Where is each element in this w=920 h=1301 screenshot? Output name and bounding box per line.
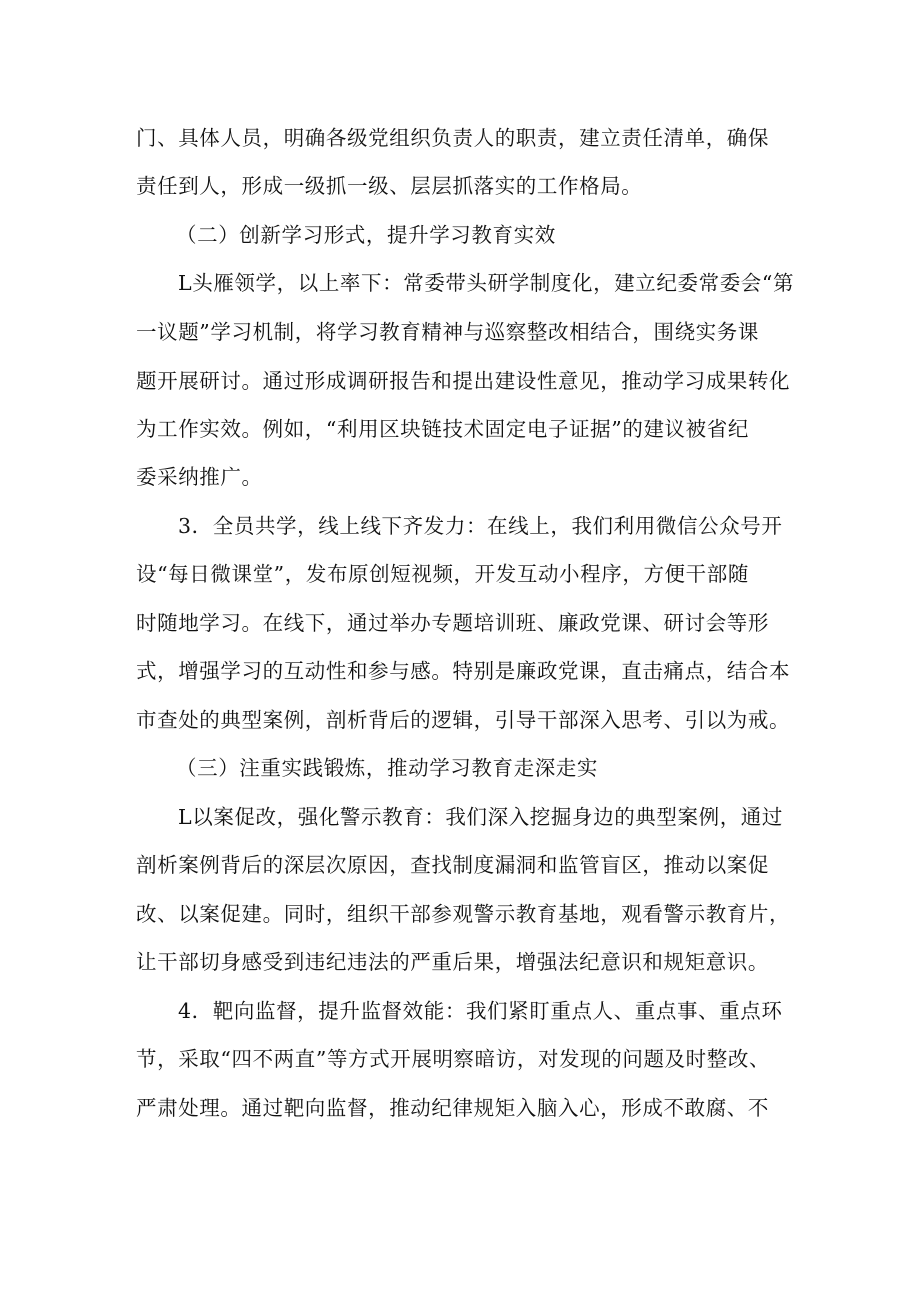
- paragraph-line: 式，增强学习的互动性和参与感。特别是廉政党课，直击痛点，结合本: [136, 659, 791, 683]
- section-heading: （二）创新学习形式，提升学习教育实效: [176, 223, 556, 247]
- paragraph-line: L头雁领学，以上率下：常委带头研学制度化，建立纪委常委会“第: [178, 271, 795, 295]
- paragraph-line: 委采纳推广。: [136, 465, 263, 489]
- paragraph-line: 设“每日微课堂”，发布原创短视频，开发互动小程序，方便干部随: [136, 562, 749, 586]
- paragraph-line: L以案促改，强化警示教育：我们深入挖掘身边的典型案例，通过: [178, 805, 784, 829]
- paragraph-line: 让干部切身感受到违纪违法的严重后果，增强法纪意识和规矩意识。: [136, 950, 769, 974]
- paragraph-line: 责任到人，形成一级抓一级、层层抓落实的工作格局。: [136, 174, 643, 198]
- paragraph-line: 市查处的典型案例，剖析背后的逻辑，引导干部深入思考、引以为戒。: [136, 708, 791, 732]
- paragraph-line: 节，采取“四不两直”等方式开展明察暗访，对发现的问题及时整改、: [136, 1047, 771, 1071]
- paragraph-line: 3．全员共学，线上线下齐发力：在线上，我们利用微信公众号开: [178, 514, 783, 538]
- paragraph-line: 4．靶向监督，提升监督效能：我们紧盯重点人、重点事、重点环: [178, 999, 783, 1023]
- paragraph-line: 为工作实效。例如，“利用区块链技术固定电子证据”的建议被省纪: [136, 417, 749, 441]
- section-heading: （三）注重实践锻炼，推动学习教育走深走实: [176, 756, 598, 780]
- paragraph-line: 门、具体人员，明确各级党组织负责人的职责，建立责任清单，确保: [136, 126, 769, 150]
- paragraph-line: 严肃处理。通过靶向监督，推动纪律规矩入脑入心，形成不敢腐、不: [136, 1096, 769, 1120]
- paragraph-line: 改、以案促建。同时，组织干部参观警示教育基地，观看警示教育片，: [136, 902, 791, 926]
- paragraph-line: 时随地学习。在线下，通过举办专题培训班、廉政党课、研讨会等形: [136, 611, 769, 635]
- paragraph-line: 剖析案例背后的深层次原因，查找制度漏洞和监管盲区，推动以案促: [136, 853, 769, 877]
- paragraph-line: 一议题”学习机制，将学习教育精神与巡察整改相结合，围绕实务课: [136, 320, 759, 344]
- paragraph-line: 题开展研讨。通过形成调研报告和提出建设性意见，推动学习成果转化: [136, 369, 791, 393]
